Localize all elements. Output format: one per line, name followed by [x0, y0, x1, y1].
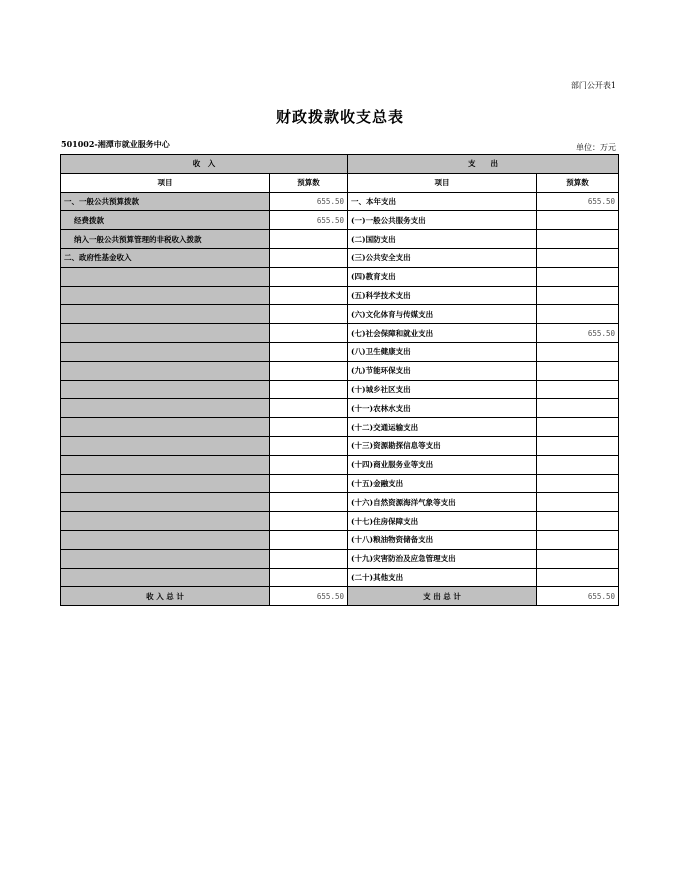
- expense-value-cell: [537, 530, 619, 549]
- expense-item-cell: (九)节能环保支出: [348, 361, 537, 380]
- income-value-cell: [270, 436, 348, 455]
- table-row: [61, 267, 619, 286]
- income-value-cell: [270, 418, 348, 437]
- income-value-cell: [270, 305, 348, 324]
- income-value-cell: [270, 230, 348, 249]
- income-item-header: 项目: [61, 173, 270, 192]
- expense-item-cell: (十二)交通运输支出: [348, 418, 537, 437]
- income-item-cell: [61, 436, 270, 455]
- table-row: [61, 549, 619, 568]
- table-row: [61, 361, 619, 380]
- table-row: [61, 493, 619, 512]
- income-value-cell: [270, 493, 348, 512]
- income-value-cell: [270, 399, 348, 418]
- income-item-cell: [61, 361, 270, 380]
- income-item-cell: [61, 342, 270, 361]
- income-item-cell: [61, 530, 270, 549]
- expense-item-cell: (六)文化体育与传媒支出: [348, 305, 537, 324]
- income-item-cell: [61, 286, 270, 305]
- expense-item-cell: (十三)资源勘探信息等支出: [348, 436, 537, 455]
- table-row: [61, 230, 619, 249]
- expense-budget-header: 预算数: [537, 173, 619, 192]
- expense-value-cell: [537, 286, 619, 305]
- column-header-row: [61, 173, 619, 192]
- expense-value-cell: [537, 455, 619, 474]
- expense-header: 支 出: [348, 155, 619, 174]
- expense-item-cell: (十八)粮油物资储备支出: [348, 530, 537, 549]
- table-number-label: 部门公开表1: [570, 81, 616, 90]
- expense-item-cell: (十五)金融支出: [348, 474, 537, 493]
- expense-item-cell: (八)卫生健康支出: [348, 342, 537, 361]
- income-item-cell: [61, 305, 270, 324]
- income-value-cell: [270, 474, 348, 493]
- expense-value-cell: 655.50: [537, 192, 619, 211]
- income-value-cell: [270, 549, 348, 568]
- income-value-cell: 655.50: [270, 192, 348, 211]
- income-value-cell: [270, 530, 348, 549]
- expense-total-label: 支 出 总 计: [348, 587, 537, 606]
- table-row: [61, 211, 619, 230]
- expense-value-cell: [537, 568, 619, 587]
- expense-value-cell: [537, 512, 619, 531]
- expense-item-cell: (十一)农林水支出: [348, 399, 537, 418]
- expense-value-cell: [537, 211, 619, 230]
- expense-value-cell: [537, 474, 619, 493]
- income-item-cell: 一、一般公共预算拨款: [61, 192, 270, 211]
- income-value-cell: [270, 512, 348, 531]
- table-row: [61, 436, 619, 455]
- expense-value-cell: [537, 436, 619, 455]
- expense-value-cell: [537, 361, 619, 380]
- income-item-cell: [61, 455, 270, 474]
- expense-value-cell: [537, 248, 619, 267]
- table-row: [61, 192, 619, 211]
- expense-value-cell: [537, 342, 619, 361]
- table-row: [61, 324, 619, 343]
- expense-value-cell: 655.50: [537, 324, 619, 343]
- income-item-cell: [61, 474, 270, 493]
- expense-value-cell: [537, 305, 619, 324]
- income-item-cell: [61, 418, 270, 437]
- expense-item-header: 项目: [348, 173, 537, 192]
- table-row: [61, 399, 619, 418]
- table-row: [61, 342, 619, 361]
- income-value-cell: [270, 267, 348, 286]
- table-body: [61, 155, 619, 606]
- currency-unit-label: 单位：万元: [576, 143, 616, 152]
- income-item-cell: [61, 512, 270, 531]
- income-total-label: 收 入 总 计: [61, 587, 270, 606]
- income-header: 收 入: [61, 155, 348, 174]
- expense-item-cell: (十七)住房保障支出: [348, 512, 537, 531]
- income-value-cell: [270, 568, 348, 587]
- expense-item-cell: (五)科学技术支出: [348, 286, 537, 305]
- expense-item-cell: (三)公共安全支出: [348, 248, 537, 267]
- income-item-cell: [61, 267, 270, 286]
- expense-item-cell: (二十)其他支出: [348, 568, 537, 587]
- table-row: [61, 305, 619, 324]
- income-item-cell: [61, 568, 270, 587]
- expense-value-cell: [537, 380, 619, 399]
- table-row: [61, 512, 619, 531]
- income-item-cell: [61, 324, 270, 343]
- income-value-cell: [270, 324, 348, 343]
- expense-value-cell: [537, 230, 619, 249]
- table-row: [61, 530, 619, 549]
- table-row: [61, 380, 619, 399]
- income-value-cell: [270, 286, 348, 305]
- expense-item-cell: (七)社会保障和就业支出: [348, 324, 537, 343]
- expense-value-cell: [537, 418, 619, 437]
- table-row: [61, 455, 619, 474]
- expense-item-cell: (十六)自然资源海洋气象等支出: [348, 493, 537, 512]
- income-value-cell: [270, 455, 348, 474]
- income-item-cell: [61, 399, 270, 418]
- page-title: 财政拨款收支总表: [275, 108, 404, 126]
- expense-total-value: 655.50: [537, 587, 619, 606]
- income-value-cell: [270, 248, 348, 267]
- income-value-cell: 655.50: [270, 211, 348, 230]
- income-budget-header: 预算数: [270, 173, 348, 192]
- expense-value-cell: [537, 493, 619, 512]
- unit-code-label: 501002-湘潭市就业服务中心: [61, 139, 170, 149]
- income-item-cell: [61, 380, 270, 399]
- income-total-value: 655.50: [270, 587, 348, 606]
- expense-item-cell: (二)国防支出: [348, 230, 537, 249]
- expense-item-cell: 一、本年支出: [348, 192, 537, 211]
- section-header-row: [61, 155, 619, 174]
- income-item-cell: [61, 549, 270, 568]
- table-row: [61, 568, 619, 587]
- table-row: [61, 286, 619, 305]
- expense-value-cell: [537, 549, 619, 568]
- income-item-cell: 经费拨款: [61, 211, 270, 230]
- expense-item-cell: (十四)商业服务业等支出: [348, 455, 537, 474]
- income-item-cell: 二、政府性基金收入: [61, 248, 270, 267]
- expense-item-cell: (四)教育支出: [348, 267, 537, 286]
- expense-item-cell: (十)城乡社区支出: [348, 380, 537, 399]
- income-value-cell: [270, 361, 348, 380]
- income-item-cell: [61, 493, 270, 512]
- total-row: [61, 587, 619, 606]
- expense-item-cell: (十九)灾害防治及应急管理支出: [348, 549, 537, 568]
- income-item-cell: 纳入一般公共预算管理的非税收入拨款: [61, 230, 270, 249]
- expense-value-cell: [537, 399, 619, 418]
- income-value-cell: [270, 380, 348, 399]
- expense-item-cell: (一)一般公共服务支出: [348, 211, 537, 230]
- expense-value-cell: [537, 267, 619, 286]
- fiscal-summary-table: [60, 154, 619, 606]
- table-row: [61, 474, 619, 493]
- income-value-cell: [270, 342, 348, 361]
- table-row: [61, 418, 619, 437]
- table-row: [61, 248, 619, 267]
